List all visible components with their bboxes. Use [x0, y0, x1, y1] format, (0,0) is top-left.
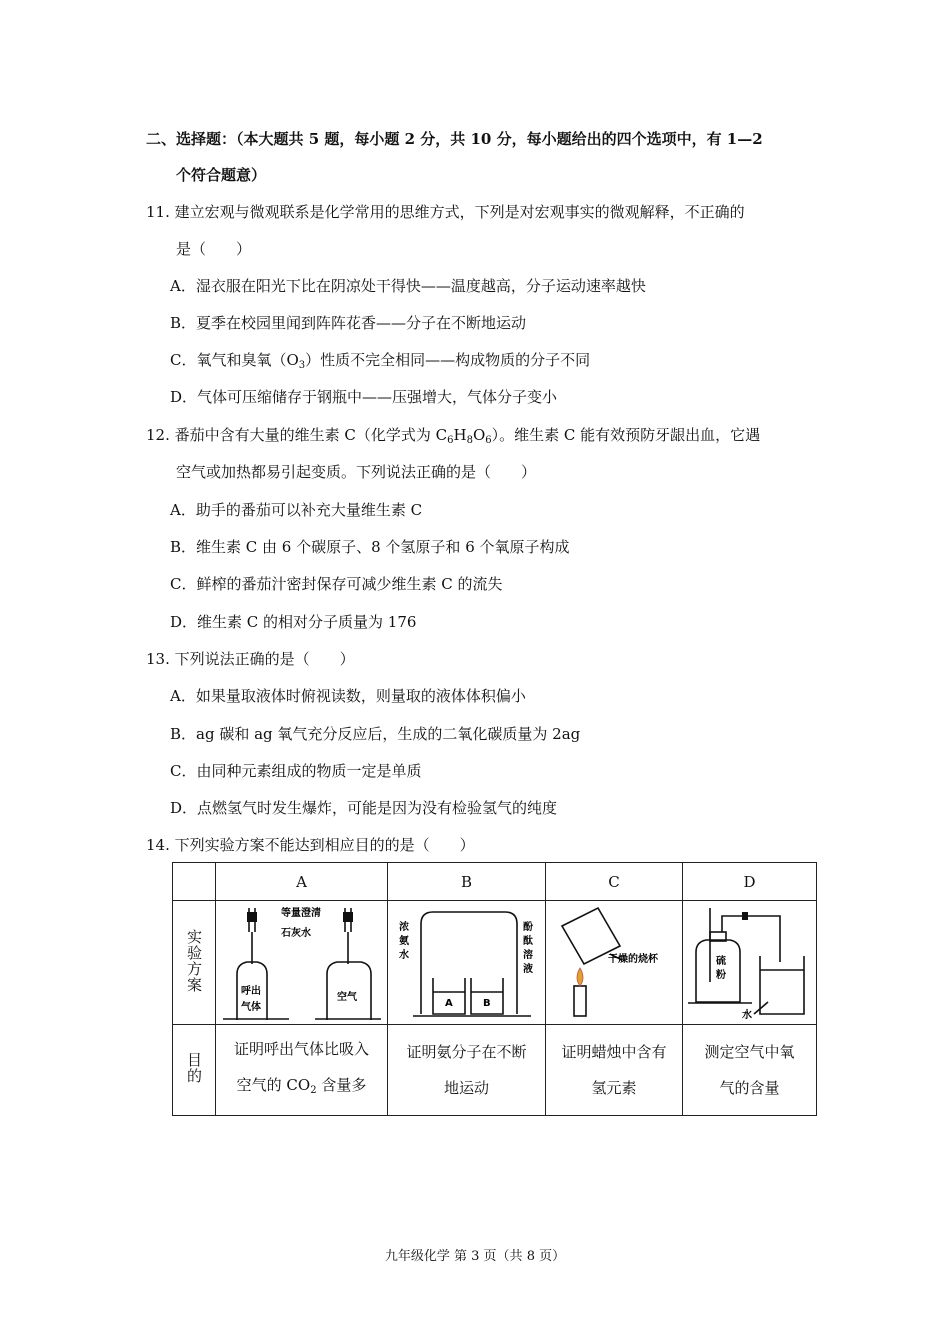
q13-option-c: C．由同种元素组成的物质一定是单质 [170, 762, 422, 780]
label-air: 空气 [336, 991, 357, 1003]
beaker-a-label: A [444, 997, 453, 1009]
row-label-purpose: 目的 [173, 1025, 216, 1116]
q13-option-a: A．如果量取液体时俯视读数，则量取的液体体积偏小 [170, 687, 526, 705]
clamp-icon [742, 912, 748, 920]
figure-c-candle-beaker [548, 902, 680, 1020]
section-title: 二、选择题：（本大题共 5 题，每小题 2 分，共 10 分，每小题给出的四个选项中，有 1—2 [146, 130, 763, 148]
label-limewater: 石灰水 [280, 927, 311, 939]
label-limewater-top: 等量澄清 [280, 907, 321, 919]
label-exhaled: 呼出 [240, 985, 261, 997]
label-phenol-1: 酚 [522, 921, 533, 933]
figure-d-oxygen-measurement [686, 902, 814, 1020]
q11-option-a: A．湿衣服在阳光下比在阴凉处干得快——温度越高，分子运动速率越快 [170, 277, 646, 295]
label-exhaled-2: 气体 [240, 1001, 261, 1013]
q13-stem: 13. 下列说法正确的是（ ） [146, 650, 355, 668]
q12-option-a: A．助手的番茄可以补充大量维生素 C [170, 501, 423, 519]
q13-option-b: B．ag 碳和 ag 氧气充分反应后，生成的二氧化碳质量为 2ag [170, 725, 581, 743]
beaker-b-label: B [482, 997, 491, 1009]
q12-option-d: D．维生素 C 的相对分子质量为 176 [170, 613, 417, 631]
purpose-c: 证明蜡烛中含有 氢元素 [546, 1025, 683, 1116]
page-footer: 九年级化学 第 3 页（共 8 页） [384, 1249, 566, 1264]
q11-option-d: D．气体可压缩储存于钢瓶中——压强增大，气体分子变小 [170, 388, 558, 406]
q11-option-b: B．夏季在校园里闻到阵阵花香——分子在不断地运动 [170, 314, 527, 332]
q11-option-c: C．氧气和臭氧$(O_3)$性质不完全相同——构成物质的分子不同 [170, 351, 591, 371]
label-phenol-4: 液 [522, 963, 533, 975]
q12-option-b: B．维生素 C 由 6 个碳原子、8 个氢原子和 6 个氧原子构成 [170, 538, 570, 556]
figure-a-cell [216, 901, 388, 1025]
figure-a-limewater-bottles [219, 902, 385, 1020]
q12-stem-cont: 空气或加热都易引起变质。下列说法正确的是（ ） [176, 463, 537, 481]
figure-b-cell [388, 901, 546, 1025]
label-sulfur-1: 硫 [715, 955, 726, 967]
purpose-b: 证明氨分子在不断 地运动 [388, 1025, 546, 1116]
table-corner [173, 863, 216, 901]
row-label-scheme: 实验方案 [173, 901, 216, 1025]
label-sulfur-2: 粉 [715, 969, 726, 981]
figure-d-cell [683, 901, 817, 1025]
q14-stem: 14. 下列实验方案不能达到相应目的的是（ ） [146, 836, 475, 854]
label-phenol-2: 酞 [522, 935, 533, 947]
flame-icon [577, 968, 583, 986]
q13-option-d: D．点燃氢气时发生爆炸，可能是因为没有检验氢气的纯度 [170, 799, 558, 817]
label-phenol-3: 溶 [522, 949, 533, 961]
header-a: A [216, 863, 388, 901]
experiment-table [172, 862, 817, 1116]
q12-option-c: C．鲜榨的番茄汁密封保存可减少维生素 C 的流失 [170, 575, 503, 593]
header-d: D [683, 863, 817, 901]
q11-stem-cont: 是（ ） [176, 240, 252, 258]
stopper-icon [343, 912, 353, 922]
figure-c-cell [546, 901, 683, 1025]
stopper-icon [247, 912, 257, 922]
purpose-d: 测定空气中氧 气的含量 [683, 1025, 817, 1116]
section-title-cont: 个符合题意） [176, 166, 267, 184]
label-ammonia-3: 水 [398, 949, 409, 961]
label-dry-beaker: 干燥的烧杯 [608, 953, 658, 965]
label-water: 水 [741, 1009, 752, 1020]
label-ammonia-1: 浓 [398, 921, 409, 933]
header-b: B [388, 863, 546, 901]
q11-stem: 11. 建立宏观与微观联系是化学常用的思维方式，下列是对宏观事实的微观解释，不正确的 [146, 203, 745, 221]
purpose-a: 证明呼出气体比吸入 空气的 $CO_2$ 含量多 [216, 1025, 388, 1116]
q12-stem: 12. 番茄中含有大量的维生素 C（化学式为 $C_6H_8O_6$）。维生素 C 能有效预防牙龈出血，它遇 [146, 426, 761, 446]
header-c: C [546, 863, 683, 901]
figure-b-ammonia-diffusion [391, 902, 543, 1020]
label-ammonia-2: 氨 [398, 935, 409, 947]
